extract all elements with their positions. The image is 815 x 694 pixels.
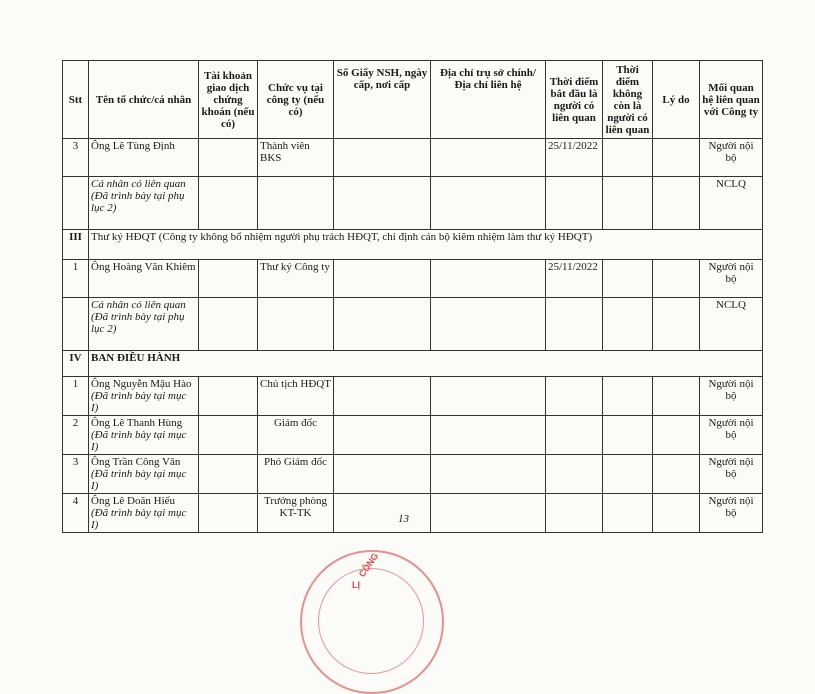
cell-position: Chủ tịch HĐQT (258, 377, 334, 416)
header-end: Thời điểm không còn là người có liên quan (603, 61, 653, 139)
table-row (63, 139, 763, 177)
person-note: (Đã trình bày tại mục I) (91, 507, 187, 531)
person-name: Ông Trần Công Văn (91, 456, 181, 468)
section-row (63, 351, 763, 377)
cell-relation: Người nội bộ (700, 377, 763, 416)
header-address: Địa chỉ trụ sở chính/Địa chỉ liên hệ (431, 61, 546, 139)
stamp-text: CÔNG (356, 551, 381, 579)
header-reason: Lý do (653, 61, 700, 139)
cell-stt: 3 (63, 139, 89, 177)
cell-position: Thư ký Công ty (258, 260, 334, 298)
person-note: (Đã trình bày tại mục I) (91, 390, 187, 414)
cell-name: Ông Lê Tùng Định (89, 139, 199, 177)
cell-name (89, 494, 199, 533)
cell-stt: 4 (63, 494, 89, 533)
table-row (63, 177, 763, 230)
cell-relation: Người nội bộ (700, 416, 763, 455)
cell-name: Cá nhân có liên quan (Đã trình bày tại phụ lục 2) (89, 177, 199, 230)
table-row (63, 298, 763, 351)
cell-relation: Người nội bộ (700, 139, 763, 177)
cell-position: Thành viên BKS (258, 139, 334, 177)
table-row (63, 416, 763, 455)
table-row (63, 494, 763, 533)
header-nsh: Số Giấy NSH, ngày cấp, nơi cấp (334, 61, 431, 139)
cell-stt: 3 (63, 455, 89, 494)
cell-relation: NCLQ (700, 298, 763, 351)
person-name: Ông Lê Thanh Hùng (91, 417, 183, 429)
section-title: Thư ký HĐQT (Công ty không bổ nhiệm người phụ trách HĐQT, chỉ định cán bộ kiêm nhiệm làm thư ký HĐQT) (89, 230, 763, 260)
section-row (63, 230, 763, 260)
related-persons-table (62, 60, 763, 533)
page-number: 13 (398, 513, 409, 525)
cell-position: Trưởng phòng KT-TK (258, 494, 334, 533)
header-name: Tên tổ chức/cá nhân (89, 61, 199, 139)
cell-stt: 2 (63, 416, 89, 455)
header-start: Thời điểm bắt đầu là người có liên quan (546, 61, 603, 139)
cell-relation: NCLQ (700, 177, 763, 230)
cell-name (89, 377, 199, 416)
cell-position: Phó Giám đốc (258, 455, 334, 494)
person-name: Ông Lê Doãn Hiếu (91, 495, 176, 507)
cell-stt: 1 (63, 377, 89, 416)
person-note: (Đã trình bày tại mục I) (91, 468, 187, 492)
section-number: III (63, 230, 89, 260)
red-seal-inner-ring (318, 568, 424, 674)
person-name: Ông Nguyễn Mậu Hào (91, 378, 192, 390)
cell-start: 25/11/2022 (546, 139, 603, 177)
table-row (63, 377, 763, 416)
cell-relation: Người nội bộ (700, 494, 763, 533)
section-title: BAN ĐIỀU HÀNH (89, 351, 763, 377)
person-note: (Đã trình bày tại mục I) (91, 429, 187, 453)
header-stt: Stt (63, 61, 89, 139)
table-row (63, 260, 763, 298)
section-number: IV (63, 351, 89, 377)
cell-name (89, 416, 199, 455)
header-position: Chức vụ tại công ty (nếu có) (258, 61, 334, 139)
stamp-text: LỊ (352, 580, 360, 590)
cell-start: 25/11/2022 (546, 260, 603, 298)
cell-name (89, 455, 199, 494)
header-relation: Mối quan hệ liên quan với Công ty (700, 61, 763, 139)
cell-name: Cá nhân có liên quan (Đã trình bày tại phụ lục 2) (89, 298, 199, 351)
cell-name: Ông Hoàng Văn Khiêm (89, 260, 199, 298)
cell-stt: 1 (63, 260, 89, 298)
cell-position: Giám đốc (258, 416, 334, 455)
header-account: Tài khoản giao dịch chứng khoán (nếu có) (199, 61, 258, 139)
cell-relation: Người nội bộ (700, 260, 763, 298)
table-row (63, 455, 763, 494)
cell-relation: Người nội bộ (700, 455, 763, 494)
header-row (63, 61, 763, 139)
